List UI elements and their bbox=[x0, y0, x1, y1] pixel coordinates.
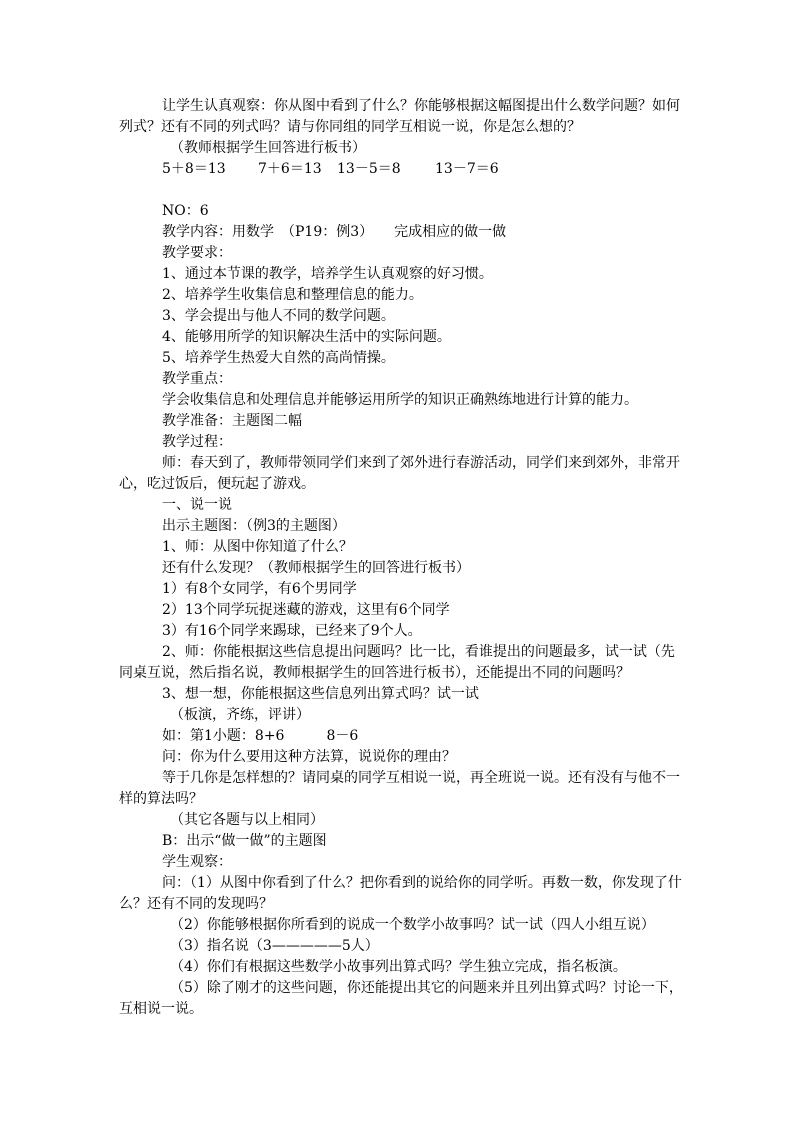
others-note: （其它各题与以上相同） bbox=[170, 812, 324, 828]
requirement-item: 1、通过本节课的教学，培养学生认真观察的好习惯。 bbox=[162, 266, 493, 282]
requirement-item: 4、能够用所学的知识解决生活中的实际问题。 bbox=[162, 329, 451, 345]
show-picture: 出示主题图：（例3的主题图） bbox=[162, 518, 346, 534]
focus-title: 教学重点： bbox=[162, 371, 232, 387]
fact-item: 1）有8个女同学，有6个男同学 bbox=[162, 581, 357, 597]
section-b-title: B：出示“做一做”的主题图 bbox=[162, 833, 327, 849]
b3-line: （3）指名说（3—————5人） bbox=[170, 938, 379, 954]
ask-why: 问：你为什么要用这种方法算，说说你的理由？ bbox=[162, 749, 456, 765]
lesson-number: NO：6 bbox=[162, 203, 209, 219]
requirement-item: 2、培养学生收集信息和整理信息的能力。 bbox=[162, 287, 423, 303]
equals-line-2: 样的算法吗？ bbox=[119, 791, 203, 807]
b1-line-1: 问：（1）从图中你看到了什么？把你看到的说给你的同学听。再数一数，你发现了什 bbox=[162, 875, 682, 891]
teacher-line-1: 师：春天到了，教师带领同学们来到了郊外进行春游活动，同学们来到郊外，非常开 bbox=[162, 455, 680, 471]
section-one-title: 一、说一说 bbox=[162, 497, 232, 513]
question-2-line-1: 2、师：你能根据这些信息提出问题吗？比一比，看谁提出的问题最多，试一试（先 bbox=[162, 644, 675, 660]
teaching-prep: 教学准备：主题图二幅 bbox=[162, 413, 302, 429]
question-1b: 还有什么发现？（教师根据学生的回答进行板书） bbox=[162, 560, 470, 576]
equals-line-1: 等于几你是怎样想的？请同桌的同学互相说一说，再全班说一说。还有没有与他不一 bbox=[162, 770, 680, 786]
fact-item: 3）有16个同学来踢球，已经来了9个人。 bbox=[162, 623, 422, 639]
b5-line-1: （5）除了刚才的这些问题，你还能提出其它的问题来并且列出算式吗？讨论一下， bbox=[170, 980, 683, 996]
intro-line-1: 让学生认真观察：你从图中看到了什么？你能够根据这幅图提出什么数学问题？如何 bbox=[162, 98, 680, 114]
requirement-item: 5、培养学生热爱大自然的高尚情操。 bbox=[162, 350, 395, 366]
process-title: 教学过程： bbox=[162, 434, 232, 450]
lesson-content: 教学内容：用数学 （P19：例3） 完成相应的做一做 bbox=[162, 224, 507, 240]
question-3-note: （板演，齐练，评讲） bbox=[170, 707, 310, 723]
question-1: 1、师：从图中你知道了什么？ bbox=[162, 539, 353, 555]
requirement-item: 3、学会提出与他人不同的数学问题。 bbox=[162, 308, 395, 324]
teacher-line-2: 心，吃过饭后，便玩起了游戏。 bbox=[119, 476, 315, 492]
b2-line: （2）你能够根据你所看到的说成一个数学小故事吗？试一试（四人小组互说） bbox=[170, 917, 655, 933]
b1-line-2: 么？还有不同的发现吗？ bbox=[119, 896, 273, 912]
equation-2: 7＋6＝13 bbox=[258, 161, 322, 177]
example-line: 如：第1小题：8+6 8－6 bbox=[162, 728, 359, 744]
student-observe: 学生观察： bbox=[162, 854, 232, 870]
question-2-line-2: 同桌互说，然后指名说，教师根据学生的回答进行板书），还能提出不同的问题吗？ bbox=[119, 665, 630, 681]
requirements-title: 教学要求： bbox=[162, 245, 232, 261]
equation-1: 5＋8＝13 bbox=[162, 161, 226, 177]
equation-4: 13－7＝6 bbox=[435, 161, 499, 177]
question-3: 3、想一想，你能根据这些信息列出算式吗？试一试 bbox=[162, 686, 479, 702]
equation-3: 13－5＝8 bbox=[337, 161, 401, 177]
b5-line-2: 互相说一说。 bbox=[119, 1001, 203, 1017]
focus-text: 学会收集信息和处理信息并能够运用所学的知识正确熟练地进行计算的能力。 bbox=[162, 392, 638, 408]
intro-line-2: 列式？还有不同的列式吗？请与你同组的同学互相说一说，你是怎么想的？ bbox=[119, 119, 581, 135]
fact-item: 2）13个同学玩捉迷藏的游戏，这里有6个同学 bbox=[162, 602, 450, 618]
b4-line: （4）你们有根据这些数学小故事列出算式吗？学生独立完成，指名板演。 bbox=[170, 959, 627, 975]
board-note: （教师根据学生回答进行板书） bbox=[170, 140, 366, 156]
